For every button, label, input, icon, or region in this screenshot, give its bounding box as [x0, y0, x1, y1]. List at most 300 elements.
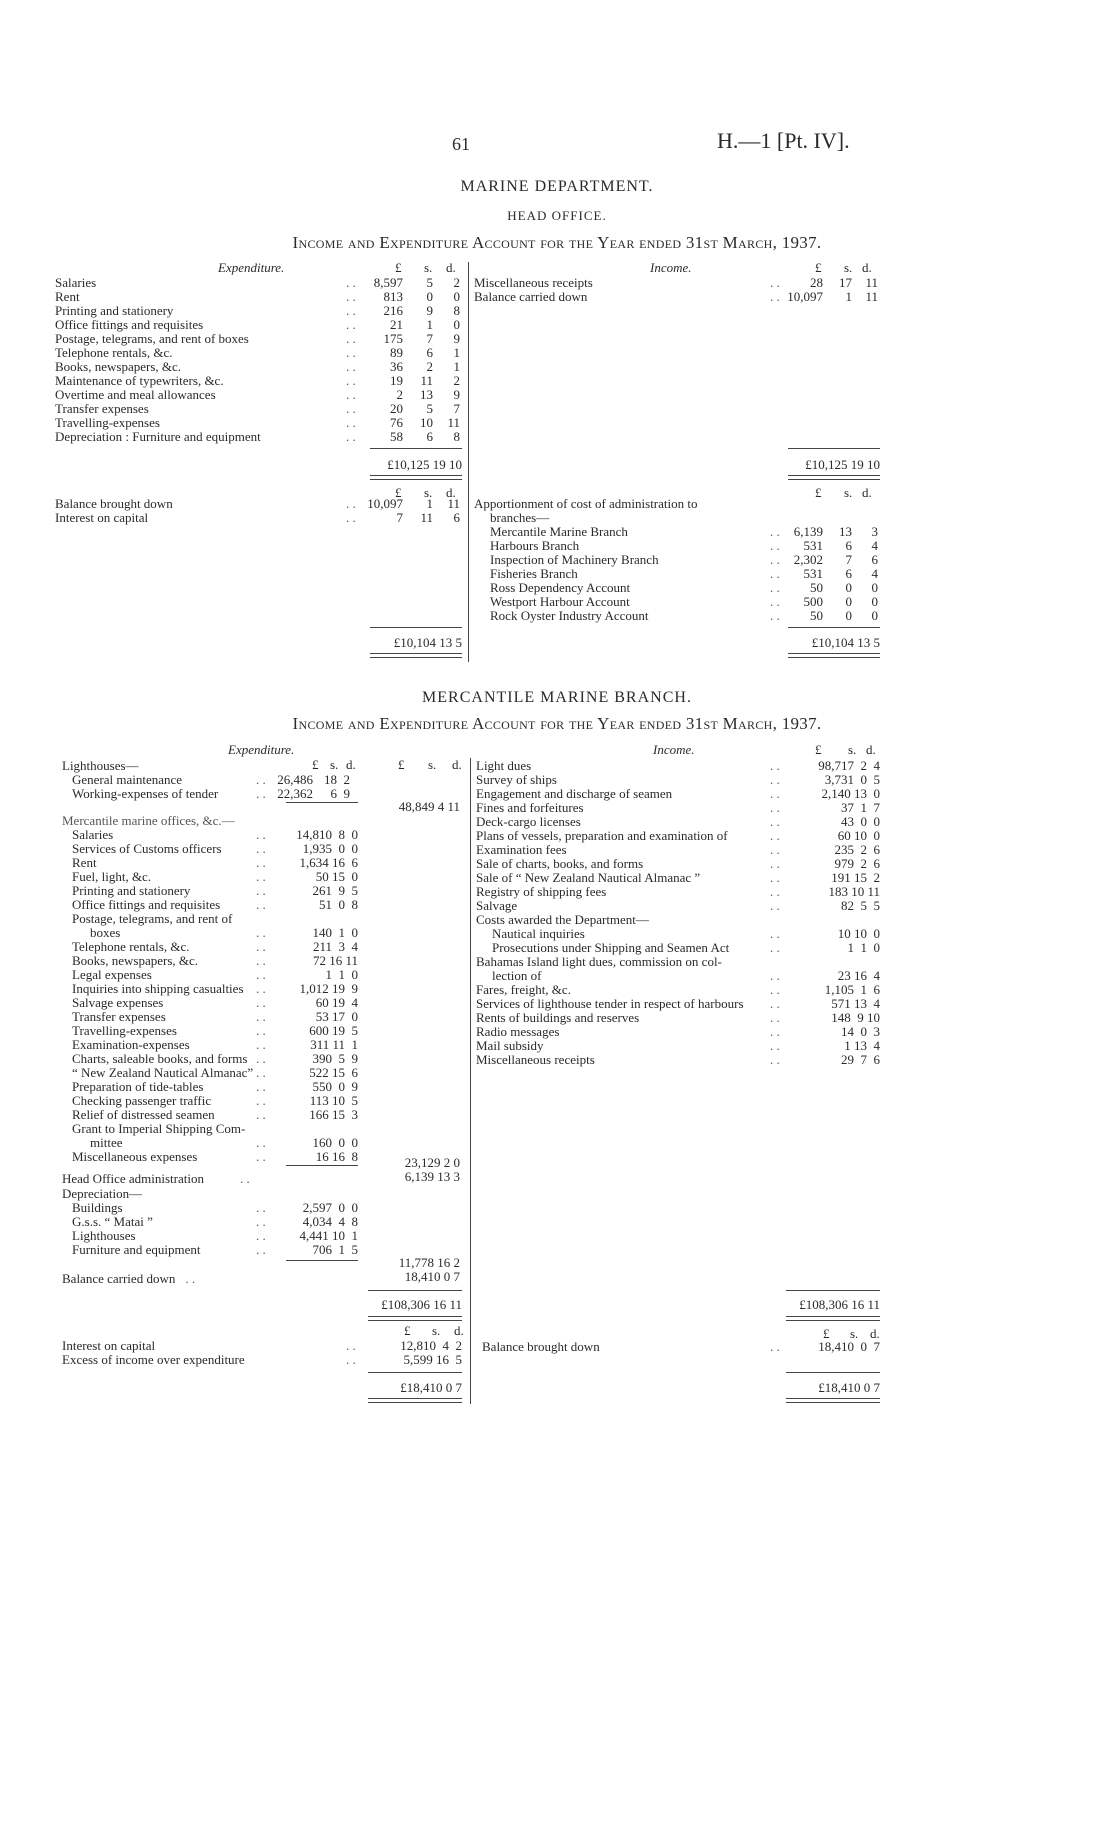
- leader-dots: . .: [770, 772, 780, 787]
- leader-dots: . .: [256, 1023, 266, 1038]
- marine-income-total: £10,125 19 10: [805, 457, 880, 472]
- account-title-mercantile: Income and Expenditure Account for the Year ended 31st March, 1937.: [292, 714, 822, 733]
- leader-dots: . .: [256, 1149, 266, 1164]
- lighthouses-head-text: Lighthouses—: [62, 758, 139, 773]
- entry-label: Fisheries Branch: [490, 566, 578, 581]
- entry-label: Lighthouses: [72, 1228, 136, 1243]
- entry-label: Miscellaneous receipts: [474, 275, 593, 290]
- leader-dots: . .: [256, 1065, 266, 1080]
- entry-label: Westport Harbour Account: [490, 594, 630, 609]
- offices-heading: [62, 814, 235, 828]
- leader-dots: . .: [256, 1093, 266, 1108]
- leader-dots: . .: [346, 373, 356, 388]
- amount-pence: 9: [343, 786, 350, 801]
- amount-shillings: 6: [845, 566, 852, 581]
- amount-pounds: 813: [383, 289, 403, 304]
- rule: [370, 627, 462, 628]
- rule: [370, 448, 462, 449]
- entry-label: Interest on capital: [55, 510, 149, 525]
- entry-label: Office fittings and requisites: [55, 317, 204, 332]
- entry-label: Relief of distressed seamen: [72, 1107, 215, 1122]
- amount-value: 1,012 19 9: [299, 981, 358, 996]
- amount-value: 14 0 3: [841, 1024, 880, 1039]
- entry-label: Mercantile Marine Branch: [490, 524, 628, 539]
- entry-label: Travelling-expenses: [55, 415, 160, 430]
- amount-shillings: 5: [426, 275, 433, 290]
- entry-label: Fines and forfeitures: [476, 800, 584, 815]
- amount-pence: 3: [871, 524, 878, 539]
- amount-pence: 9: [453, 331, 460, 346]
- entry-label: Miscellaneous expenses: [72, 1149, 198, 1164]
- unit-shillings-2: s.: [424, 485, 433, 500]
- amount-pounds: 20: [390, 401, 403, 416]
- leader-dots: . .: [770, 275, 780, 290]
- amount-value: 51 0 8: [319, 897, 358, 912]
- column-divider-2: [470, 758, 471, 1404]
- leader-dots: . .: [770, 1052, 780, 1067]
- leader-dots: . .: [346, 303, 356, 318]
- balance-cd-value: 18,410 0 7: [404, 1269, 460, 1284]
- amount-value: 522 15 6: [309, 1065, 358, 1080]
- amount-pounds: 19: [390, 373, 403, 388]
- leader-dots: . .: [770, 996, 780, 1011]
- amount-value: 160 0 0: [312, 1135, 358, 1150]
- entry-label: “ New Zealand Nautical Almanac”: [72, 1065, 254, 1080]
- leader-dots: . .: [346, 275, 356, 290]
- mercantile-expenditure-total-2: £18,410 0 7: [400, 1380, 462, 1395]
- amount-pence: 2: [453, 275, 460, 290]
- amount-shillings: 6: [330, 786, 337, 801]
- amount-shillings: 2: [426, 359, 433, 374]
- account-title-marine: Income and Expenditure Account for the Year ended 31st March, 1937.: [292, 233, 822, 252]
- depreciation-total: 11,778 16 2: [398, 1255, 460, 1270]
- leader-dots: . .: [770, 758, 780, 773]
- entry-label: Prosecutions under Shipping and Seamen Act: [492, 940, 730, 955]
- amount-value: 60 10 0: [837, 828, 880, 843]
- amount-shillings: 17: [839, 275, 852, 290]
- amount-pounds: 10,097: [787, 289, 823, 304]
- double-rule: [368, 1398, 462, 1403]
- rule: [788, 448, 880, 449]
- mercantile-income-total-2: £18,410 0 7: [818, 1380, 880, 1395]
- offices-head-text: Mercantile marine offices, &c.—: [62, 813, 235, 828]
- leader-dots: . .: [346, 401, 356, 416]
- leader-dots: . .: [346, 359, 356, 374]
- amount-pounds: 28: [810, 275, 823, 290]
- amount-pence: 11: [865, 275, 878, 290]
- amount-pence: 2: [453, 373, 460, 388]
- section-title-marine: MARINE DEPARTMENT.: [460, 178, 654, 195]
- depreciation-head-text: Depreciation—: [62, 1186, 143, 1201]
- unit-shillings-m2: s.: [428, 757, 437, 772]
- amount-pence: 0: [453, 317, 460, 332]
- unit-pounds-m3-inc: £: [823, 1326, 830, 1341]
- amount-pence: 8: [453, 303, 460, 318]
- amount-value: 148 9 10: [831, 1010, 880, 1025]
- amount-pounds: 6,139: [793, 524, 823, 539]
- unit-shillings-m3: s.: [432, 1323, 441, 1338]
- amount-pence: 9: [453, 387, 460, 402]
- amount-pounds: 58: [390, 429, 403, 444]
- rule: [786, 1290, 880, 1291]
- amount-pounds: 531: [803, 566, 823, 581]
- unit-pence: d.: [446, 260, 456, 275]
- amount-pence: 0: [871, 608, 878, 623]
- amount-pounds: 175: [383, 331, 403, 346]
- entry-label: Light dues: [476, 758, 532, 773]
- amount-shillings: 11: [420, 373, 433, 388]
- leader-dots: . .: [256, 1135, 266, 1150]
- entry-label: Books, newspapers, &c.: [55, 359, 182, 374]
- head-office-label: Head Office administration: [62, 1171, 204, 1186]
- amount-pence: 6: [871, 552, 878, 567]
- subtitle-head-office: HEAD OFFICE.: [507, 208, 607, 223]
- leader-dots: . .: [256, 939, 266, 954]
- amount-value: 979 2 6: [834, 856, 880, 871]
- entry-label: Inspection of Machinery Branch: [490, 552, 659, 567]
- leader-dots: . .: [770, 884, 780, 899]
- amount-value: 23 16 4: [837, 968, 880, 983]
- expenditure-heading-2: Expenditure.: [228, 742, 295, 757]
- leader-dots: . .: [770, 926, 780, 941]
- amount-value: 600 19 5: [309, 1023, 358, 1038]
- leader-dots: . .: [770, 580, 780, 595]
- leader-dots: . .: [256, 786, 266, 801]
- amount-pence: 11: [447, 415, 460, 430]
- amount-shillings: 5: [426, 401, 433, 416]
- leader-dots: . .: [346, 496, 356, 511]
- amount-pence: 0: [871, 580, 878, 595]
- amount-shillings: 6: [426, 429, 433, 444]
- amount-pounds: 50: [810, 580, 823, 595]
- entry-label: Fuel, light, &c.: [72, 869, 152, 884]
- amount-pounds: 50: [810, 608, 823, 623]
- unit-pence-m2: d.: [452, 757, 462, 772]
- leader-dots: . .: [256, 772, 266, 787]
- amount-value: 72 16 11: [312, 953, 358, 968]
- leader-dots: . .: [770, 940, 780, 955]
- entry-label: Salaries: [55, 275, 97, 290]
- section-title-mercantile: MERCANTILE MARINE BRANCH.: [422, 689, 692, 706]
- leader-dots: . .: [770, 289, 780, 304]
- amount-pence: 0: [871, 594, 878, 609]
- expenditure-heading: Expenditure.: [218, 260, 285, 275]
- leader-dots: . .: [770, 968, 780, 983]
- amount-value: 183 10 11: [828, 884, 880, 899]
- rule: [286, 1165, 358, 1166]
- income-heading-2: Income.: [653, 742, 695, 757]
- amount-value: 4,034 4 8: [302, 1214, 358, 1229]
- unit-shillings-income-2: s.: [844, 485, 853, 500]
- leader-dots: . .: [346, 429, 356, 444]
- amount-pence: 6: [453, 510, 460, 525]
- amount-pounds: 21: [390, 317, 403, 332]
- leader-dots: . .: [346, 1352, 356, 1367]
- amount-shillings: 13: [420, 387, 433, 402]
- column-divider: [468, 262, 469, 662]
- entry-label: Mail subsidy: [476, 1038, 544, 1053]
- amount-shillings: 7: [845, 552, 852, 567]
- leader-dots: . .: [770, 982, 780, 997]
- amount-pence: 11: [865, 289, 878, 304]
- amount-value: 5,599 16 5: [403, 1352, 462, 1367]
- unit-shillings-income: s.: [844, 260, 853, 275]
- entry-label: Balance brought down: [482, 1339, 600, 1354]
- entry-label: Bahamas Island light dues, commission on col-: [476, 954, 722, 969]
- entry-label: Preparation of tide-tables: [72, 1079, 204, 1094]
- entry-label: Working-expenses of tender: [72, 786, 219, 801]
- amount-pounds: 10,097: [367, 496, 403, 511]
- leader-dots: . .: [770, 566, 780, 581]
- leader-dots: . .: [256, 1051, 266, 1066]
- amount-value: 550 0 9: [312, 1079, 358, 1094]
- entry-label: Examination-expenses: [72, 1037, 190, 1052]
- entry-label: Radio messages: [476, 1024, 560, 1039]
- leader-dots: . .: [185, 1271, 196, 1286]
- entry-label: Printing and stationery: [55, 303, 174, 318]
- marine-expenditure-total: £10,125 19 10: [387, 457, 462, 472]
- amount-shillings: 1: [845, 289, 852, 304]
- amount-value: 1,935 0 0: [302, 841, 358, 856]
- leader-dots: . .: [770, 1024, 780, 1039]
- entry-label: Furniture and equipment: [72, 1242, 201, 1257]
- amount-pounds: 22,362: [277, 786, 313, 801]
- entry-label: Overtime and meal allowances: [55, 387, 216, 402]
- unit-pounds-m: £: [312, 757, 319, 772]
- entry-label: Printing and stationery: [72, 883, 191, 898]
- amount-pounds: 531: [803, 538, 823, 553]
- lighthouses-heading: [62, 759, 139, 773]
- amount-pounds: 216: [383, 303, 403, 318]
- entry-label: Excess of income over expenditure: [62, 1352, 245, 1367]
- amount-value: 1,105 1 6: [824, 982, 880, 997]
- unit-pounds-m2: £: [398, 757, 405, 772]
- amount-shillings: 0: [845, 608, 852, 623]
- amount-value: 82 5 5: [841, 898, 880, 913]
- amount-pounds: 36: [390, 359, 403, 374]
- income-heading: Income.: [650, 260, 692, 275]
- amount-value: 1 1 0: [325, 967, 358, 982]
- leader-dots: . .: [770, 594, 780, 609]
- amount-pence: 4: [871, 566, 878, 581]
- leader-dots: . .: [770, 856, 780, 871]
- lighthouses-total: 48,849 4 11: [398, 799, 460, 814]
- leader-dots: . .: [346, 331, 356, 346]
- entry-label: Rent: [72, 855, 97, 870]
- mercantile-expenditure-total: £108,306 16 11: [381, 1297, 462, 1312]
- page-number: 61: [452, 134, 470, 154]
- leader-dots: . .: [256, 883, 266, 898]
- entry-label: Office fittings and requisites: [72, 897, 221, 912]
- leader-dots: . .: [770, 814, 780, 829]
- amount-shillings: 0: [845, 580, 852, 595]
- amount-value: 211 3 4: [312, 939, 358, 954]
- amount-value: 113 10 5: [309, 1093, 358, 1108]
- amount-value: 140 1 0: [312, 925, 358, 940]
- entry-label: Charts, saleable books, and forms: [72, 1051, 248, 1066]
- leader-dots: . .: [770, 1038, 780, 1053]
- amount-shillings: 9: [426, 303, 433, 318]
- double-rule: [370, 475, 462, 480]
- entry-label: Checking passenger traffic: [72, 1093, 212, 1108]
- amount-pounds: 89: [390, 345, 403, 360]
- entry-label: Plans of vessels, preparation and examination of: [476, 828, 728, 843]
- document-reference: H.—1 [Pt. IV].: [717, 128, 850, 153]
- amount-value: 2,597 0 0: [302, 1200, 358, 1215]
- leader-dots: . .: [256, 1009, 266, 1024]
- amount-value: 1 1 0: [847, 940, 880, 955]
- marine-expenditure-total-2: £10,104 13 5: [393, 635, 462, 650]
- entry-label: Registry of shipping fees: [476, 884, 607, 899]
- leader-dots: . .: [346, 317, 356, 332]
- rule: [286, 802, 358, 803]
- leader-dots: . .: [770, 828, 780, 843]
- amount-shillings: 7: [426, 331, 433, 346]
- leader-dots: . .: [256, 1107, 266, 1122]
- amount-shillings: 18: [324, 772, 337, 787]
- leader-dots: . .: [256, 897, 266, 912]
- offices-total: 23,129 2 0: [404, 1155, 460, 1170]
- leader-dots: . .: [770, 898, 780, 913]
- leader-dots: . .: [770, 870, 780, 885]
- amount-value: 706 1 5: [312, 1242, 358, 1257]
- marine-income-total-2: £10,104 13 5: [811, 635, 880, 650]
- unit-pence-m3-inc: d.: [870, 1326, 880, 1341]
- entry-label: Legal expenses: [72, 967, 152, 982]
- rule: [368, 1290, 462, 1291]
- unit-pounds-m-inc: £: [815, 742, 822, 757]
- leader-dots: . .: [256, 953, 266, 968]
- rule: [786, 1372, 880, 1373]
- amount-shillings: 0: [845, 594, 852, 609]
- entry-label: Salaries: [72, 827, 114, 842]
- leader-dots: . .: [346, 387, 356, 402]
- leader-dots: . .: [770, 552, 780, 567]
- amount-value: 29 7 6: [841, 1052, 880, 1067]
- leader-dots: . .: [256, 995, 266, 1010]
- entry-label: Buildings: [72, 1200, 123, 1215]
- amount-value: 10 10 0: [837, 926, 880, 941]
- amount-value: 16 16 8: [315, 1149, 358, 1164]
- entry-label: Balance brought down: [55, 496, 173, 511]
- leader-dots: . .: [770, 842, 780, 857]
- amount-value: 53 17 0: [315, 1009, 358, 1024]
- entry-label: Transfer expenses: [55, 401, 149, 416]
- leader-dots: . .: [256, 1200, 266, 1215]
- entry-label: Deck-cargo licenses: [476, 814, 581, 829]
- entry-label: Transfer expenses: [72, 1009, 166, 1024]
- double-rule: [788, 653, 880, 658]
- amount-pounds: 2,302: [793, 552, 823, 567]
- mercantile-income-total: £108,306 16 11: [799, 1297, 880, 1312]
- unit-pence-m: d.: [346, 757, 356, 772]
- entry-label: Salvage expenses: [72, 995, 164, 1010]
- unit-pounds-income-2: £: [815, 485, 822, 500]
- leader-dots: . .: [256, 967, 266, 982]
- leader-dots: . .: [256, 925, 266, 940]
- leader-dots: . .: [240, 1171, 250, 1186]
- rule: [788, 627, 880, 628]
- entry-label: Grant to Imperial Shipping Com-: [72, 1121, 246, 1136]
- unit-pounds-2: £: [395, 485, 402, 500]
- amount-pence: 7: [453, 401, 460, 416]
- entry-label: Survey of ships: [476, 772, 557, 787]
- amount-value: 50 15 0: [315, 869, 358, 884]
- leader-dots: . .: [346, 510, 356, 525]
- entry-label: Rock Oyster Industry Account: [490, 608, 649, 623]
- leader-dots: . .: [256, 1037, 266, 1052]
- entry-label: Miscellaneous receipts: [476, 1052, 595, 1067]
- entry-label: G.s.s. “ Matai ”: [72, 1214, 153, 1229]
- amount-shillings: 1: [426, 496, 433, 511]
- leader-dots: . .: [256, 1242, 266, 1257]
- amount-pence: 1: [453, 345, 460, 360]
- amount-pounds: 26,486: [277, 772, 313, 787]
- entry-label: Maintenance of typewriters, &c.: [55, 373, 224, 388]
- unit-pence-income-2: d.: [862, 485, 872, 500]
- amount-value: 390 5 9: [312, 1051, 358, 1066]
- entry-label: boxes: [90, 925, 121, 940]
- amount-pounds: 7: [396, 510, 403, 525]
- amount-shillings: 6: [845, 538, 852, 553]
- entry-label: Interest on capital: [62, 1338, 156, 1353]
- leader-dots: . .: [770, 786, 780, 801]
- double-rule: [786, 1398, 880, 1403]
- leader-dots: . .: [770, 608, 780, 623]
- unit-shillings-m: s.: [330, 757, 339, 772]
- amount-value: 98,717 2 4: [818, 758, 880, 773]
- depreciation-heading: [62, 1187, 142, 1201]
- amount-pence: 4: [871, 538, 878, 553]
- amount-pence: 11: [447, 496, 460, 511]
- amount-pence: 8: [453, 429, 460, 444]
- unit-pounds-income: £: [815, 260, 822, 275]
- entry-label: lection of: [492, 968, 542, 983]
- amount-value: 1 13 4: [844, 1038, 880, 1053]
- entry-label: Balance carried down: [474, 289, 588, 304]
- amount-pounds: 8,597: [373, 275, 403, 290]
- amount-shillings: 0: [426, 289, 433, 304]
- amount-value: 43 0 0: [841, 814, 880, 829]
- head-office-row: [62, 1172, 250, 1186]
- entry-label: Services of Customs officers: [72, 841, 222, 856]
- entry-label: Postage, telegrams, and rent of: [72, 911, 233, 926]
- amount-value: 1,634 16 6: [299, 855, 358, 870]
- leader-dots: . .: [256, 1214, 266, 1229]
- entry-label: Sale of charts, books, and forms: [476, 856, 644, 871]
- amount-pounds: 2: [396, 387, 403, 402]
- amount-pounds: 500: [803, 594, 823, 609]
- amount-value: 4,441 10 1: [299, 1228, 358, 1243]
- entry-label: Salvage: [476, 898, 518, 913]
- amount-shillings: 6: [426, 345, 433, 360]
- balance-cd-label: Balance carried down: [62, 1271, 176, 1286]
- amount-value: 166 15 3: [309, 1107, 358, 1122]
- rule: [286, 1260, 358, 1261]
- amount-value: 12,810 4 2: [400, 1338, 462, 1353]
- leader-dots: . .: [346, 415, 356, 430]
- amount-value: 3,731 0 5: [824, 772, 880, 787]
- amount-shillings: 10: [420, 415, 433, 430]
- amount-pence: 1: [453, 359, 460, 374]
- entry-label: Depreciation : Furniture and equipment: [55, 429, 261, 444]
- entry-label: Telephone rentals, &c.: [72, 939, 190, 954]
- entry-label: Telephone rentals, &c.: [55, 345, 173, 360]
- apportionment-intro-2: [490, 511, 549, 525]
- amount-value: 2,140 13 0: [821, 786, 880, 801]
- entry-label: Engagement and discharge of seamen: [476, 786, 673, 801]
- rule: [368, 1372, 462, 1373]
